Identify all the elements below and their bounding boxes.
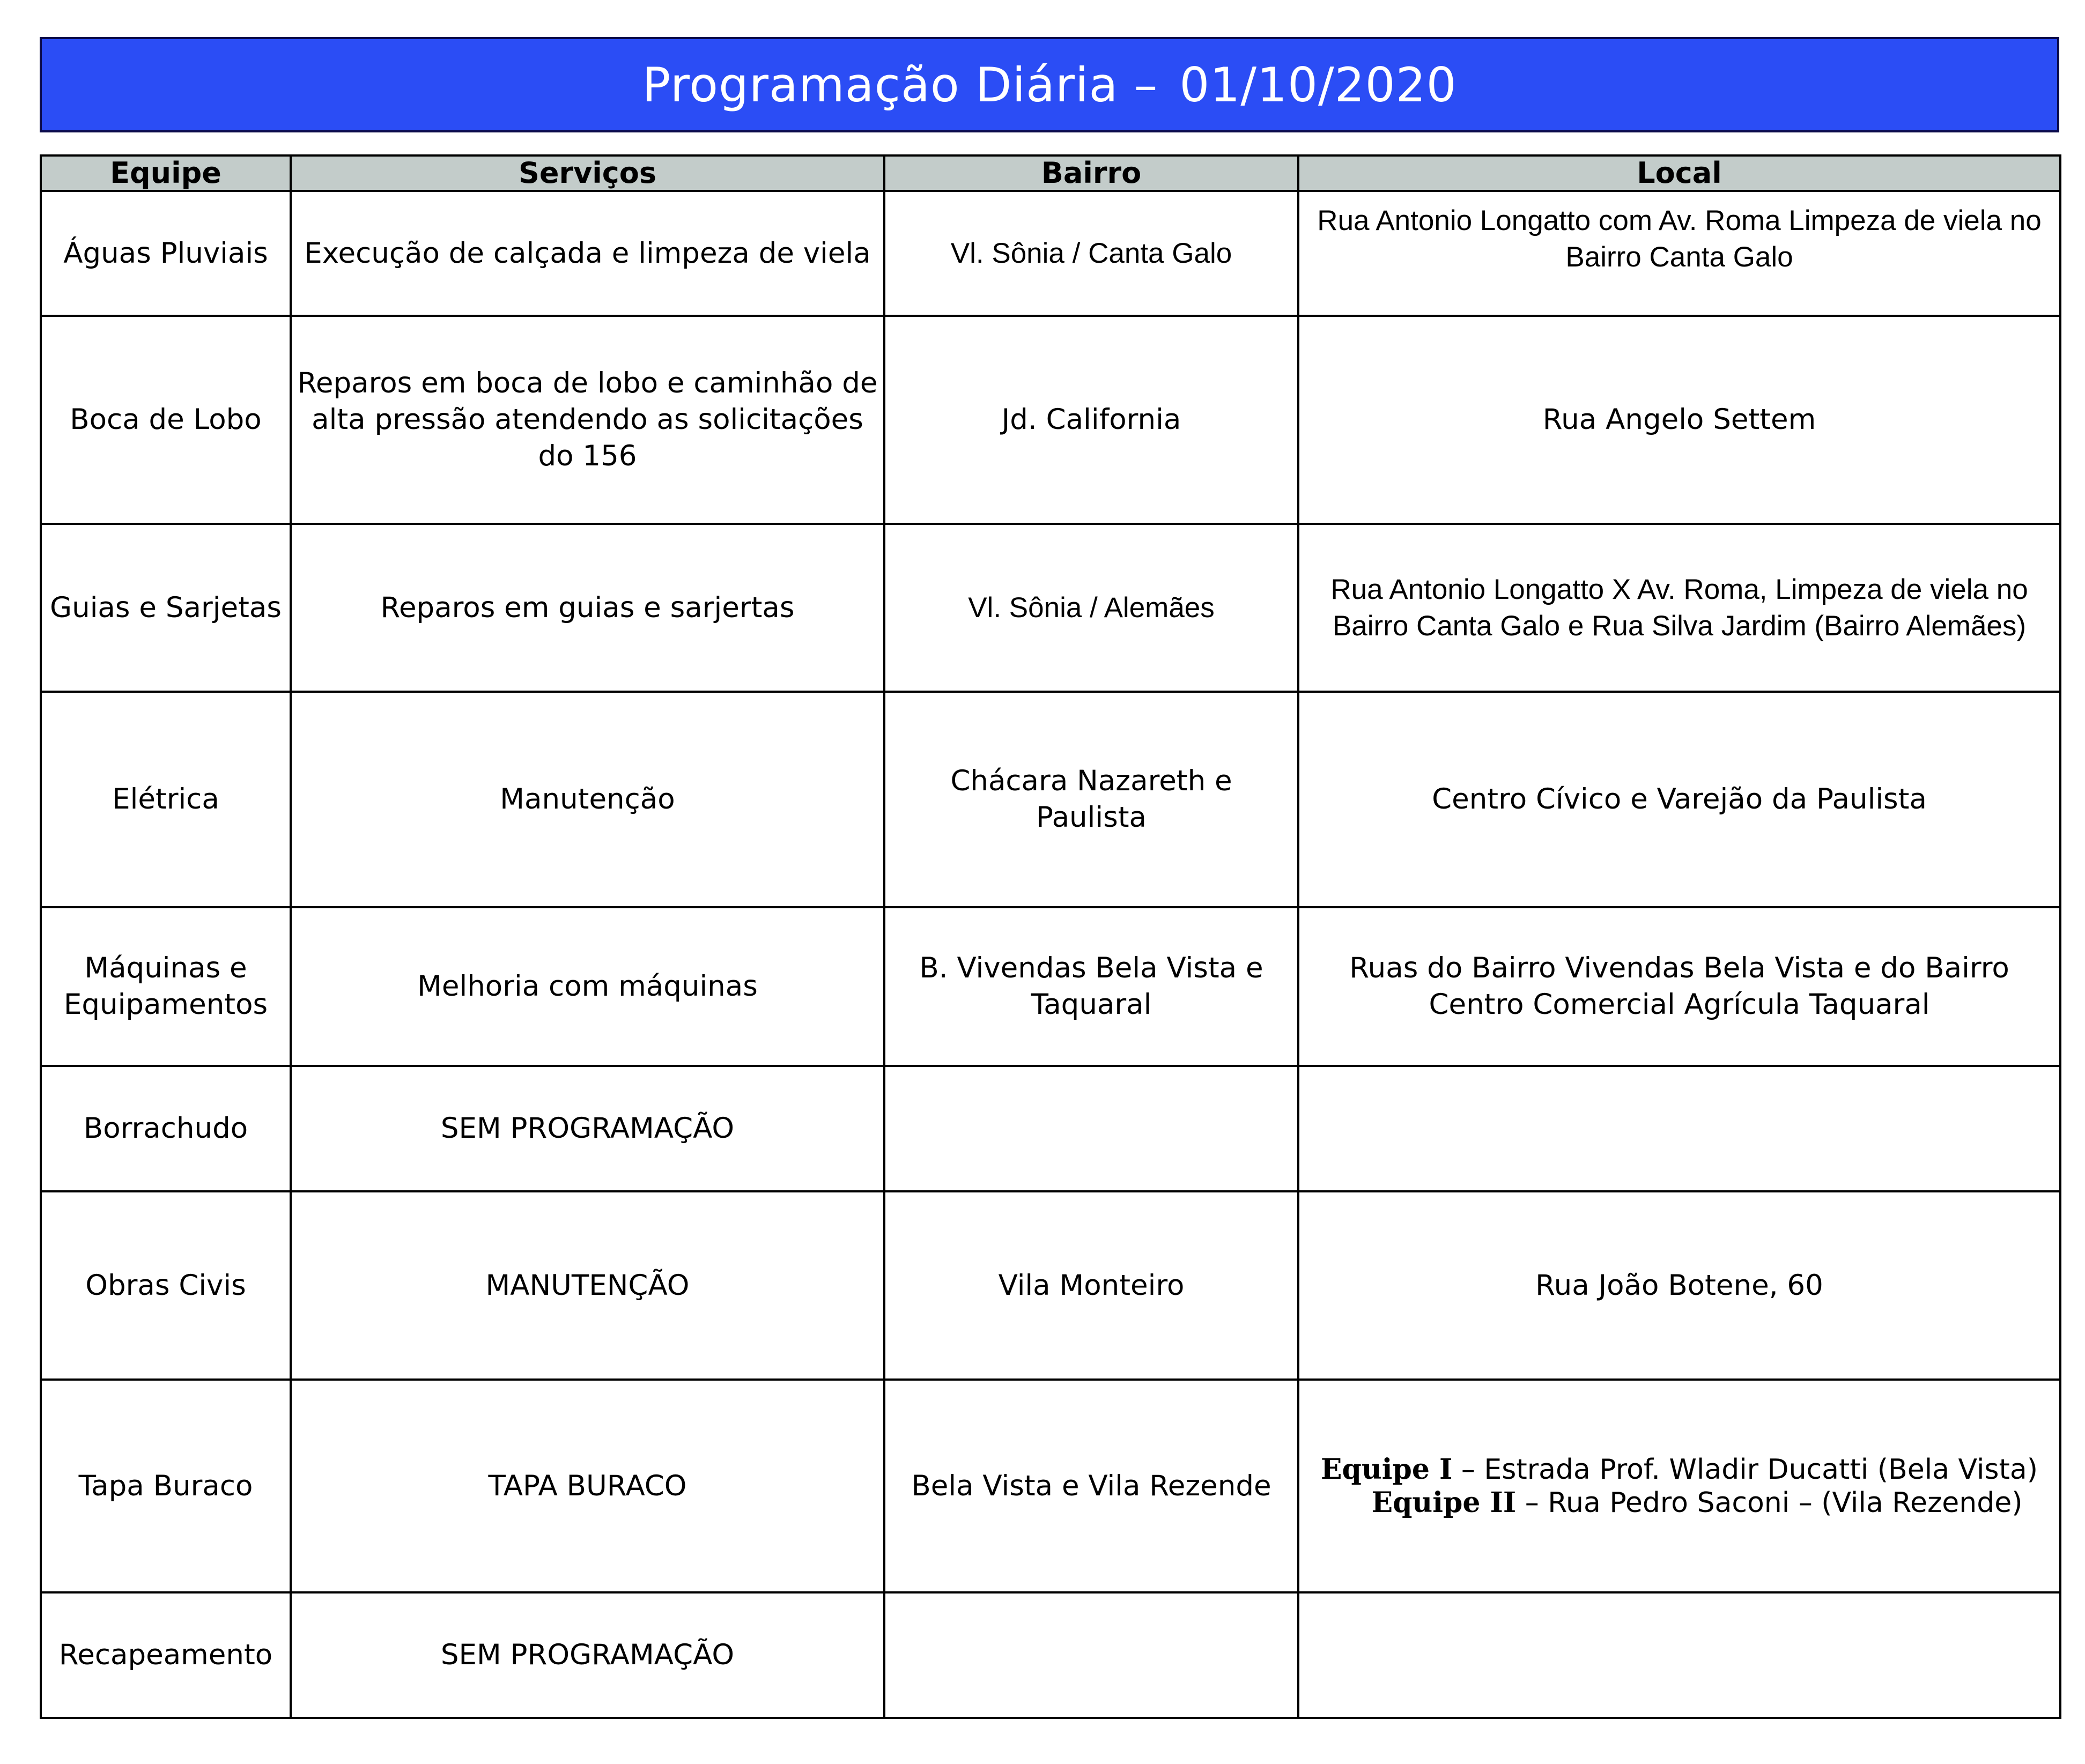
cell-bairro: [884, 1066, 1298, 1191]
page-title: [40, 37, 2059, 132]
cell-equipe: Tapa Buraco: [41, 1380, 291, 1592]
cell-local: Ruas do Bairro Vivendas Bela Vista e do Bairro Centro Comercial Agrícula Taquaral: [1298, 907, 2060, 1066]
cell-bairro: Bela Vista e Vila Rezende: [884, 1380, 1298, 1592]
table-row: [41, 524, 2060, 692]
local-equipe-1-text: – Estrada Prof. Wladir Ducatti (Bela Vista): [1452, 1453, 2038, 1486]
cell-equipe: Boca de Lobo: [41, 316, 291, 524]
cell-local: [1298, 1592, 2060, 1718]
local-equipe-2-text: – Rua Pedro Saconi – (Vila Rezende): [1516, 1486, 2023, 1519]
table-row: [41, 1191, 2060, 1380]
table-row: [41, 1066, 2060, 1191]
title-text: Programação Diária –: [642, 57, 1158, 113]
schedule-table: [40, 154, 2061, 1719]
cell-equipe: Máquinas e Equipamentos: [41, 907, 291, 1066]
table-row: [41, 316, 2060, 524]
column-header-servicos: Serviços: [291, 155, 884, 191]
cell-servicos: MANUTENÇÃO: [291, 1191, 884, 1380]
cell-bairro: B. Vivendas Bela Vista e Taquaral: [884, 907, 1298, 1066]
cell-local: [1298, 1066, 2060, 1191]
cell-equipe: Guias e Sarjetas: [41, 524, 291, 692]
table-row: [41, 191, 2060, 316]
cell-local: Centro Cívico e Varejão da Paulista: [1298, 692, 2060, 907]
cell-servicos: TAPA BURACO: [291, 1380, 884, 1592]
column-header-local: Local: [1298, 155, 2060, 191]
cell-servicos: SEM PROGRAMAÇÃO: [291, 1066, 884, 1191]
local-equipe-2-label: Equipe II: [1371, 1486, 1517, 1519]
cell-bairro: Jd. California: [884, 316, 1298, 524]
cell-servicos: Melhoria com máquinas: [291, 907, 884, 1066]
cell-equipe: Elétrica: [41, 692, 291, 907]
table-row: [41, 692, 2060, 907]
cell-local: Rua Antonio Longatto com Av. Roma Limpeza de viela no Bairro Canta Galo: [1298, 191, 2060, 316]
cell-servicos: Reparos em boca de lobo e caminhão de alta pressão atendendo as solicitações do 156: [291, 316, 884, 524]
cell-servicos: SEM PROGRAMAÇÃO: [291, 1592, 884, 1718]
local-equipe-1-label: Equipe I: [1320, 1452, 1453, 1486]
cell-bairro: [884, 1592, 1298, 1718]
table-row: [41, 1592, 2060, 1718]
title-date: 01/10/2020: [1179, 57, 1457, 113]
cell-local: Rua Angelo Settem: [1298, 316, 2060, 524]
table-row: [41, 907, 2060, 1066]
column-header-equipe: Equipe: [41, 155, 291, 191]
local-line-equipe-2: [1302, 1486, 2057, 1520]
cell-equipe: Recapeamento: [41, 1592, 291, 1718]
cell-local: Rua Antonio Longatto X Av. Roma, Limpeza de viela no Bairro Canta Galo e Rua Silva Jardim (Bairro Alemães): [1298, 524, 2060, 692]
cell-equipe: Borrachudo: [41, 1066, 291, 1191]
cell-servicos: Reparos em guias e sarjertas: [291, 524, 884, 692]
cell-servicos: Execução de calçada e limpeza de viela: [291, 191, 884, 316]
cell-bairro: Vl. Sônia / Alemães: [884, 524, 1298, 692]
cell-bairro: Vl. Sônia / Canta Galo: [884, 191, 1298, 316]
table-row: [41, 1380, 2060, 1592]
header-row: [41, 155, 2060, 191]
local-line-equipe-1: [1302, 1453, 2057, 1486]
cell-local: [1298, 1380, 2060, 1592]
cell-bairro: Vila Monteiro: [884, 1191, 1298, 1380]
cell-bairro: Chácara Nazareth e Paulista: [884, 692, 1298, 907]
cell-equipe: Águas Pluviais: [41, 191, 291, 316]
cell-servicos: Manutenção: [291, 692, 884, 907]
cell-equipe: Obras Civis: [41, 1191, 291, 1380]
cell-local: Rua João Botene, 60: [1298, 1191, 2060, 1380]
column-header-bairro: Bairro: [884, 155, 1298, 191]
